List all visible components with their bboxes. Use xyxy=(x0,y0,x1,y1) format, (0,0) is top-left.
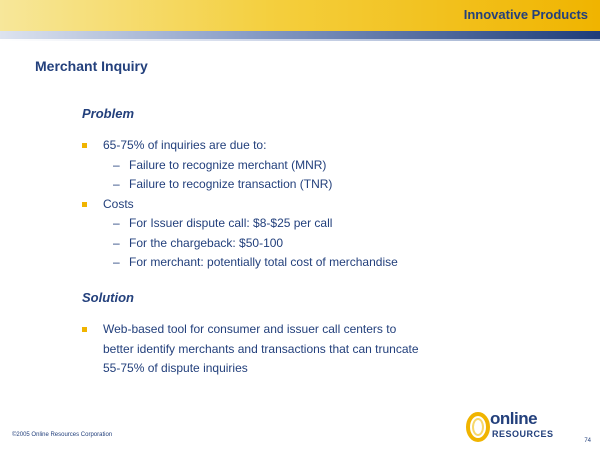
square-bullet-icon xyxy=(82,327,87,332)
slide-title: Merchant Inquiry xyxy=(35,58,148,74)
sub-item-text: Failure to recognize transaction (TNR) xyxy=(129,177,333,191)
sub-item xyxy=(82,214,482,234)
item-line: Web-based tool for consumer and issuer call centers to xyxy=(103,322,397,336)
item-line: better identify merchants and transactions that can truncate xyxy=(103,341,419,356)
sub-item-text: For the chargeback: $50-100 xyxy=(129,235,284,250)
sub-item-text: For merchant: potentially total cost of merchandise xyxy=(129,255,398,269)
solution-list xyxy=(82,320,482,379)
header-rule-highlight xyxy=(0,39,600,41)
logo-swoosh-icon xyxy=(466,412,490,442)
sub-item xyxy=(82,253,482,273)
header-bar xyxy=(0,0,600,31)
dash-icon: – xyxy=(113,255,120,269)
header-title: Innovative Products xyxy=(463,7,588,22)
list-item xyxy=(82,195,482,215)
sub-item xyxy=(82,156,482,176)
logo-word-online: online xyxy=(490,409,538,428)
dash-icon: – xyxy=(113,235,120,250)
dash-icon: – xyxy=(113,157,120,172)
page-number: 74 xyxy=(584,438,591,444)
item-text: Costs xyxy=(103,196,134,211)
online-resources-logo xyxy=(466,408,576,444)
item-line: 55-75% of dispute inquiries xyxy=(103,361,248,375)
list-item xyxy=(82,320,482,379)
solution-heading: Solution xyxy=(82,290,134,305)
problem-list xyxy=(82,136,482,273)
sub-item xyxy=(82,234,482,254)
logo-word-resources: RESOURCES xyxy=(492,429,554,439)
square-bullet-icon xyxy=(82,202,87,207)
dash-icon: – xyxy=(113,216,120,230)
square-bullet-icon xyxy=(82,143,87,148)
item-text: 65-75% of inquiries are due to: xyxy=(103,138,267,152)
sub-item xyxy=(82,175,482,195)
sub-item-text: For Issuer dispute call: $8-$25 per call xyxy=(129,216,333,230)
dash-icon: – xyxy=(113,177,120,191)
problem-heading: Problem xyxy=(82,106,135,121)
sub-item-text: Failure to recognize merchant (MNR) xyxy=(129,157,327,172)
header-rule xyxy=(0,31,600,39)
copyright-text: ©2005 Online Resources Corporation xyxy=(12,432,113,438)
list-item xyxy=(82,136,482,156)
